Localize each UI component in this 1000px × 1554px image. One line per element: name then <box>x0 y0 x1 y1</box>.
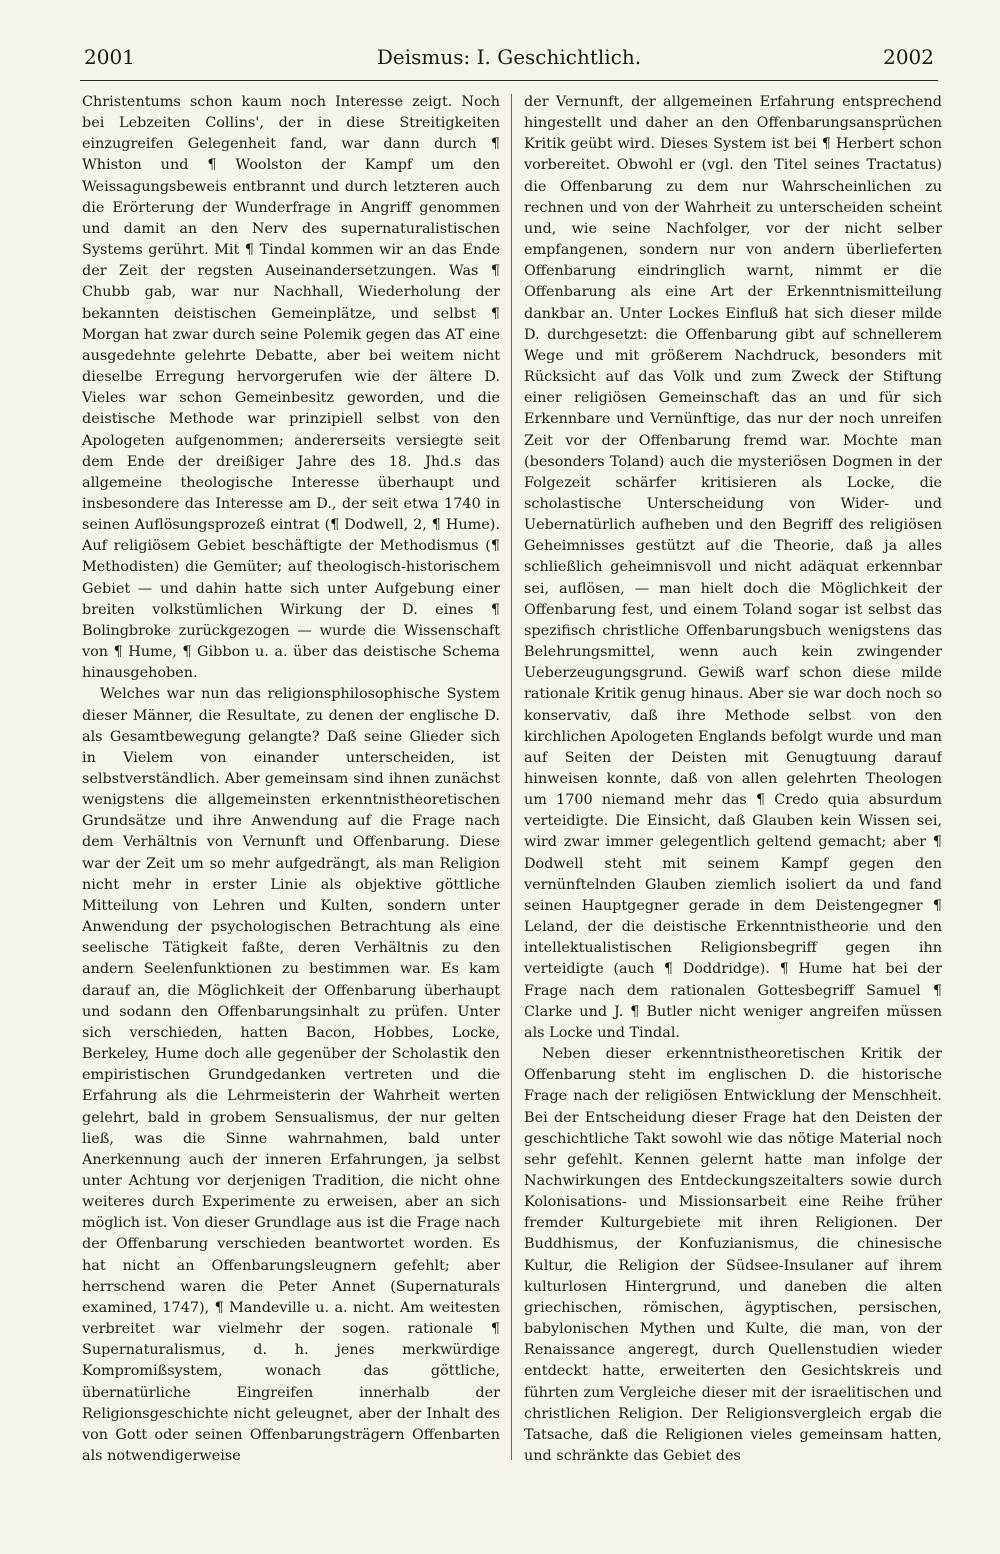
page-number-right: 2002 <box>883 45 934 69</box>
page-number-left: 2001 <box>84 45 135 69</box>
right-paragraph-2: Neben dieser erkenntnistheoretischen Kritik der Offenbarung steht im englischen D. die historische Frage nach der religiösen Entwicklung der Menschheit. Bei der Entscheidung dieser Frage hat den Deisten der geschichtliche Takt sowohl wie das nötige Material noch sehr gefehlt. Kennen gelernt hatte man infolge der Nachwirkungen des Entdeckungszeitalters sowie durch Kolonisations- und Missionsarbeit eine Reihe früher fremder Kulturgebiete mit ihren Religionen. Der Buddhismus, der Konfuzianismus, die chinesische Kultur, die Religion der Südsee-Insulaner auf ihrem kulturlosen Hintergrund, und daneben die alten griechischen, römischen, ägyptischen, persischen, babylonischen Mythen und Kulte, die man, von der Renaissance angeregt, durch Quellenstudien wieder entdeckt hatte, erweiterten den Gesichtskreis und führten zum Vergleiche dieser mit der israelitischen und christlichen Religion. Der Religionsvergleich ergab die Tatsache, daß die Religionen vieles gemeinsam hatten, und schränkte das Gebiet des <box>524 1046 942 1464</box>
left-paragraph-1: Christentums schon kaum noch Interesse zeigt. Noch bei Lebzeiten Collins', der in diese Streitigkeiten einzugreifen Gelegenheit fand, war dann durch ¶ Whiston und ¶ Woolston der Kampf um den Weissagungsbeweis entbrannt und durch letzteren auch die Erörterung der Wunderfrage in Angriff genommen und damit an den Nerv des supernaturalistischen Systems gerührt. Mit ¶ Tindal kommen wir an das Ende der Zeit der regsten Auseinandersetzungen. Was ¶ Chubb gab, war nur Nachhall, Wiederholung der bekannten deistischen Gemeinplätze, und selbst ¶ Morgan hat zwar durch seine Polemik gegen das AT eine ausgedehnte gelehrte Debatte, aber bei weitem nicht dieselbe Erregung hervorgerufen wie der ältere D. Vieles war schon Gemeinbesitz geworden, und die deistische Methode war prinzipiell selbst von den Apologeten aufgenommen; andererseits versiegte seit dem Ende der dreißiger Jahre des 18. Jhd.s das allgemeine theologische Interesse überhaupt und insbesondere das Interesse am D., der seit etwa 1740 in seinen Auflösungsprozeß eintrat (¶ Dodwell, 2, ¶ Hume). Auf religiösem Gebiet beschäftigte der Methodismus (¶ Methodisten) die Gemüter; auf theologisch-historischem Gebiet — und dahin hatte sich unter Aufgebung einer breiten volkstümlichen Wirkung der D. eines ¶ Bolingbroke zurückgezogen — wurde die Wissenschaft von ¶ Hume, ¶ Gibbon u. a. über das deistische Schema hinausgehoben. <box>82 94 500 682</box>
right-column <box>524 92 942 1472</box>
right-paragraph-1: der Vernunft, der allgemeinen Erfahrung entsprechend hingestellt und daher an den Offenbarungsansprüchen Kritik geübt wird. Dieses System ist bei ¶ Herbert schon vorbereitet. Obwohl er (vgl. den Titel seines Tractatus) die Offenbarung zu dem nur Wahrscheinlichen zu rechnen und von der Wahrheit zu unterscheiden scheint und, wie seine Nachfolger, vor der nicht selber empfangenen, sondern nur von andern überlieferten Offenbarung eindringlich warnt, nimmt er die Offenbarung als eine Art der Erkenntnismitteilung dankbar an. Unter Lockes Einfluß hat sich dieser milde D. durchgesetzt: die Offenbarung gibt auf schnellerem Wege und mit größerem Nachdruck, besonders mit Rücksicht auf das Volk und zum Zweck der Stiftung einer religiösen Gemeinschaft das an und für sich Erkennbare und Vernünftige, das nur der noch unreifen Zeit vor der Offenbarung fremd war. Mochte man (besonders Toland) auch die mysteriösen Dogmen in der Folgezeit schärfer kritisieren als Locke, die scholastische Unterscheidung von Wider- und Uebernatürlich aufheben und den Begriff des religiösen Geheimnisses gestützt auf die Theorie, daß ja alles schließlich geheimnisvoll und nicht adäquat erkennbar sei, auflösen, — man hielt doch die Möglichkeit der Offenbarung fest, und einem Toland sogar ist selbst das spezifisch christliche Offenbarungsbuch wenigstens das Belehrungsmittel, wenn auch kein zwingender Ueberzeugungsgrund. Gewiß warf schon diese milde rationale Kritik genug hinaus. Aber sie war doch noch so konservativ, daß ihre Methode selbst von den kirchlichen Apologeten Englands befolgt wurde und man auf Seiten der Deisten mit Genugtuung darauf hinweisen konnte, daß von allen gelehrten Theologen um 1700 niemand mehr das ¶ Credo quia absurdum verteidigte. Die Einsicht, daß Glauben kein Wissen sei, wird zwar immer gelegentlich geltend gemacht; aber ¶ Dodwell steht mit seinem Kampf gegen den vernünftelnden Glauben ziemlich isoliert da und fand seinen Hauptgegner gerade in dem Deistengegner ¶ Leland, der die deistische Erkenntnistheorie und den intellektualistischen Religionsbegriff gegen ihn verteidigte (auch ¶ Doddridge). ¶ Hume hat bei der Frage nach dem rationalen Gottesbegriff Samuel ¶ Clarke und J. ¶ Butler nicht weniger angreifen müssen als Locke und Tindal. <box>524 94 942 1041</box>
column-divider <box>511 94 512 1460</box>
left-column <box>82 92 500 1472</box>
running-title: Deismus: I. Geschichtlich. <box>376 45 642 69</box>
left-paragraph-2: Welches war nun das religionsphilosophische System dieser Männer, die Resultate, zu denen der englische D. als Gesamtbewegung gelangte? Daß seine Glieder sich in Vielem von einander unterscheiden, ist selbstverständlich. Aber gemeinsam sind ihnen zunächst wenigstens die allgemeinsten erkenntnistheoretischen Grundsätze und ihre Anwendung auf die Frage nach dem Verhältnis von Vernunft und Offenbarung. Diese war der Zeit um so mehr aufgedrängt, als man Religion nicht mehr in erster Linie als objektive göttliche Mitteilung von Lehren und Kulten, sondern unter Anwendung der psychologischen Betrachtung als eine seelische Tätigkeit faßte, deren Verhältnis zu den andern Seelenfunktionen zu bestimmen war. Es kam darauf an, die Möglichkeit der Offenbarung überhaupt und sodann den Offenbarungsinhalt zu prüfen. Unter sich verschieden, hatten Bacon, Hobbes, Locke, Berkeley, Hume doch alle gegenüber der Scholastik den empiristischen Grundgedanken vertreten und die Erfahrung als die Lehrmeisterin der Wahrheit werten gelehrt, bald in grobem Sensualismus, der nur gelten ließ, was die Sinne wahrnahmen, bald unter Anerkennung auch der inneren Erfahrungen, ja selbst unter Achtung vor derjenigen Tradition, die nicht ohne weiteres durch Experimente zu erweisen, aber an sich möglich ist. Von dieser Grundlage aus ist die Frage nach der Offenbarung verschieden beantwortet worden. Es hat nicht an Offenbarungsleugnern gefehlt; aber herrschend waren die Peter Annet (Supernaturals examined, 1747), ¶ Mandeville u. a. nicht. Am weitesten verbreitet war vielmehr der sogen. rationale ¶ Supernaturalismus, d. h. jenes merkwürdige Kompromißsystem, wonach das göttliche, übernatürliche Eingreifen innerhalb der Religionsgeschichte nicht geleugnet, aber der Inhalt des von Gott oder seinen Offenbarungsträgern Offenbarten als notwendigerweise <box>82 686 500 1464</box>
page-header <box>80 40 938 81</box>
